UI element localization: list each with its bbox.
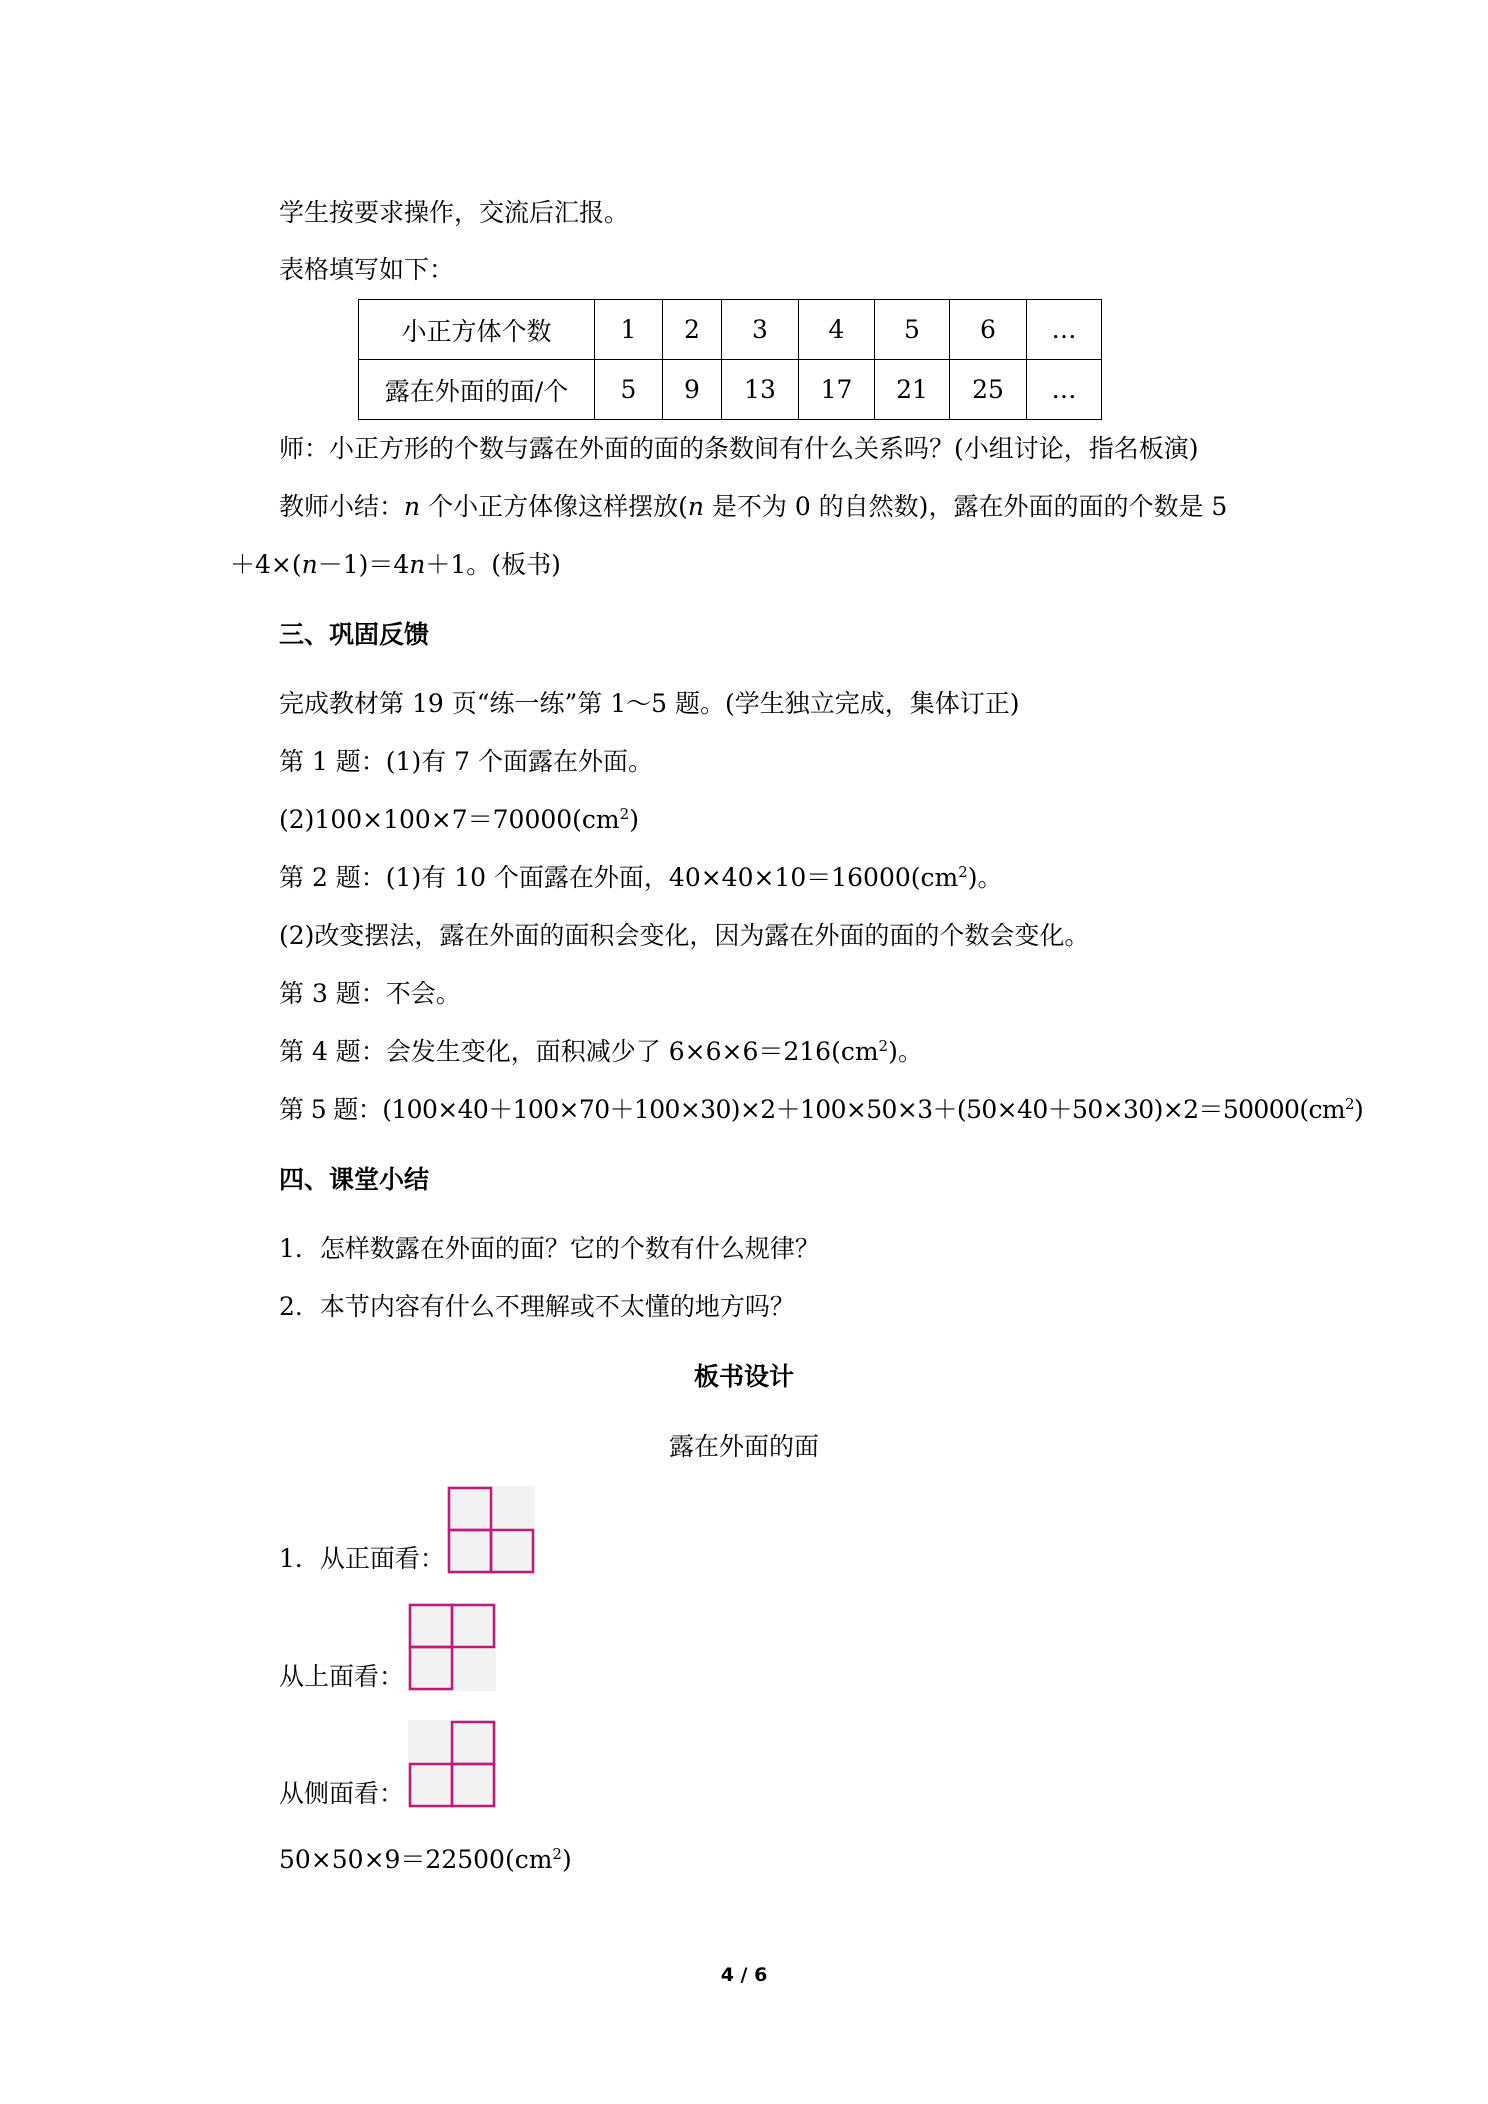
text: ) bbox=[561, 1845, 572, 1874]
side-view-label: 从侧面看： bbox=[279, 1779, 405, 1808]
answer-q4 bbox=[279, 1035, 923, 1069]
text: ＋1。(板书) bbox=[425, 550, 561, 579]
table-cell: 5 bbox=[875, 300, 950, 360]
section-heading-summary: 四、课堂小结 bbox=[279, 1165, 430, 1194]
text: ) bbox=[629, 805, 639, 834]
table-row bbox=[359, 360, 1102, 420]
front-view-figure bbox=[447, 1486, 535, 1574]
board-design-title: 板书设计 bbox=[693, 1362, 794, 1391]
table-row-header: 露在外面的面/个 bbox=[359, 360, 595, 420]
paragraph-table-intro: 表格填写如下： bbox=[279, 255, 455, 284]
variable-n: n bbox=[687, 492, 704, 521]
answer-q1-part2 bbox=[279, 803, 639, 837]
board-design-subtitle: 露在外面的面 bbox=[668, 1432, 819, 1461]
text: 第 2 题：(1)有 10 个面露在外面，40×40×10＝16000(cm bbox=[279, 863, 959, 892]
text: 第 4 题：会发生变化，面积减少了 6×6×6＝216(cm bbox=[279, 1037, 879, 1066]
superscript: 2 bbox=[958, 863, 968, 881]
paragraph-teacher-summary bbox=[279, 490, 1227, 524]
table-cell: … bbox=[1027, 360, 1102, 420]
table-cell: 6 bbox=[950, 300, 1027, 360]
text: 第 5 题：(100×40＋100×70＋100×30)×2＋100×50×3＋(50×40＋50×30)×2＝50000(cm bbox=[279, 1095, 1346, 1124]
table-cell: 1 bbox=[595, 300, 663, 360]
text: －1)＝4 bbox=[317, 550, 410, 579]
top-view-label: 从上面看： bbox=[279, 1662, 405, 1691]
top-view-figure bbox=[408, 1603, 496, 1691]
text: 教师小结： bbox=[279, 492, 405, 521]
text: )。 bbox=[888, 1037, 923, 1066]
page-number: 4 / 6 bbox=[720, 1964, 768, 1986]
superscript: 2 bbox=[878, 1037, 889, 1055]
cube-count-table bbox=[358, 299, 1102, 420]
variable-n: n bbox=[409, 550, 426, 579]
table-cell: 9 bbox=[663, 360, 722, 420]
text: 50×50×9＝22500(cm bbox=[279, 1845, 553, 1874]
table-cell: 5 bbox=[595, 360, 663, 420]
table-cell: … bbox=[1027, 300, 1102, 360]
table-cell: 13 bbox=[722, 360, 799, 420]
section-heading-practice: 三、巩固反馈 bbox=[279, 620, 430, 649]
paragraph-practice-intro: 完成教材第 19 页“练一练”第 1～5 题。(学生独立完成，集体订正) bbox=[279, 689, 1020, 718]
variable-n: n bbox=[404, 492, 421, 521]
text: (2)100×100×7＝70000(cm bbox=[279, 805, 620, 834]
table-cell: 21 bbox=[875, 360, 950, 420]
text: ＋4×( bbox=[230, 550, 302, 579]
table-cell: 3 bbox=[722, 300, 799, 360]
superscript: 2 bbox=[552, 1845, 562, 1863]
area-calculation bbox=[279, 1843, 572, 1877]
table-row bbox=[359, 300, 1102, 360]
text: )。 bbox=[967, 863, 1003, 892]
summary-item-2: 2．本节内容有什么不理解或不太懂的地方吗？ bbox=[279, 1292, 795, 1321]
side-view-figure bbox=[408, 1720, 496, 1808]
table-cell: 4 bbox=[799, 300, 875, 360]
table-cell: 25 bbox=[950, 360, 1027, 420]
answer-q3: 第 3 题：不会。 bbox=[279, 979, 461, 1008]
superscript: 2 bbox=[619, 805, 630, 823]
summary-item-1: 1．怎样数露在外面的面？它的个数有什么规律？ bbox=[279, 1234, 820, 1263]
paragraph-formula bbox=[230, 548, 561, 582]
table-cell: 17 bbox=[799, 360, 875, 420]
text: 个小正方体像这样摆放( bbox=[420, 492, 688, 521]
superscript: 2 bbox=[1345, 1095, 1354, 1113]
front-view-label: 1．从正面看： bbox=[279, 1544, 445, 1573]
answer-q2-part1 bbox=[279, 861, 1003, 895]
text: ) bbox=[1353, 1095, 1364, 1124]
table-cell: 2 bbox=[663, 300, 722, 360]
answer-q5 bbox=[279, 1093, 1363, 1127]
paragraph-report: 学生按要求操作，交流后汇报。 bbox=[279, 198, 630, 227]
answer-q1-part1: 第 1 题：(1)有 7 个面露在外面。 bbox=[279, 747, 654, 776]
table-row-header: 小正方体个数 bbox=[359, 300, 595, 360]
variable-n: n bbox=[301, 550, 318, 579]
text: 是不为 0 的自然数)，露在外面的面的个数是 5 bbox=[703, 492, 1228, 521]
answer-q2-part2: (2)改变摆法，露在外面的面积会变化，因为露在外面的面的个数会变化。 bbox=[279, 921, 1090, 950]
paragraph-teacher-question: 师：小正方形的个数与露在外面的面的条数间有什么关系吗？(小组讨论，指名板演) bbox=[279, 434, 1199, 463]
